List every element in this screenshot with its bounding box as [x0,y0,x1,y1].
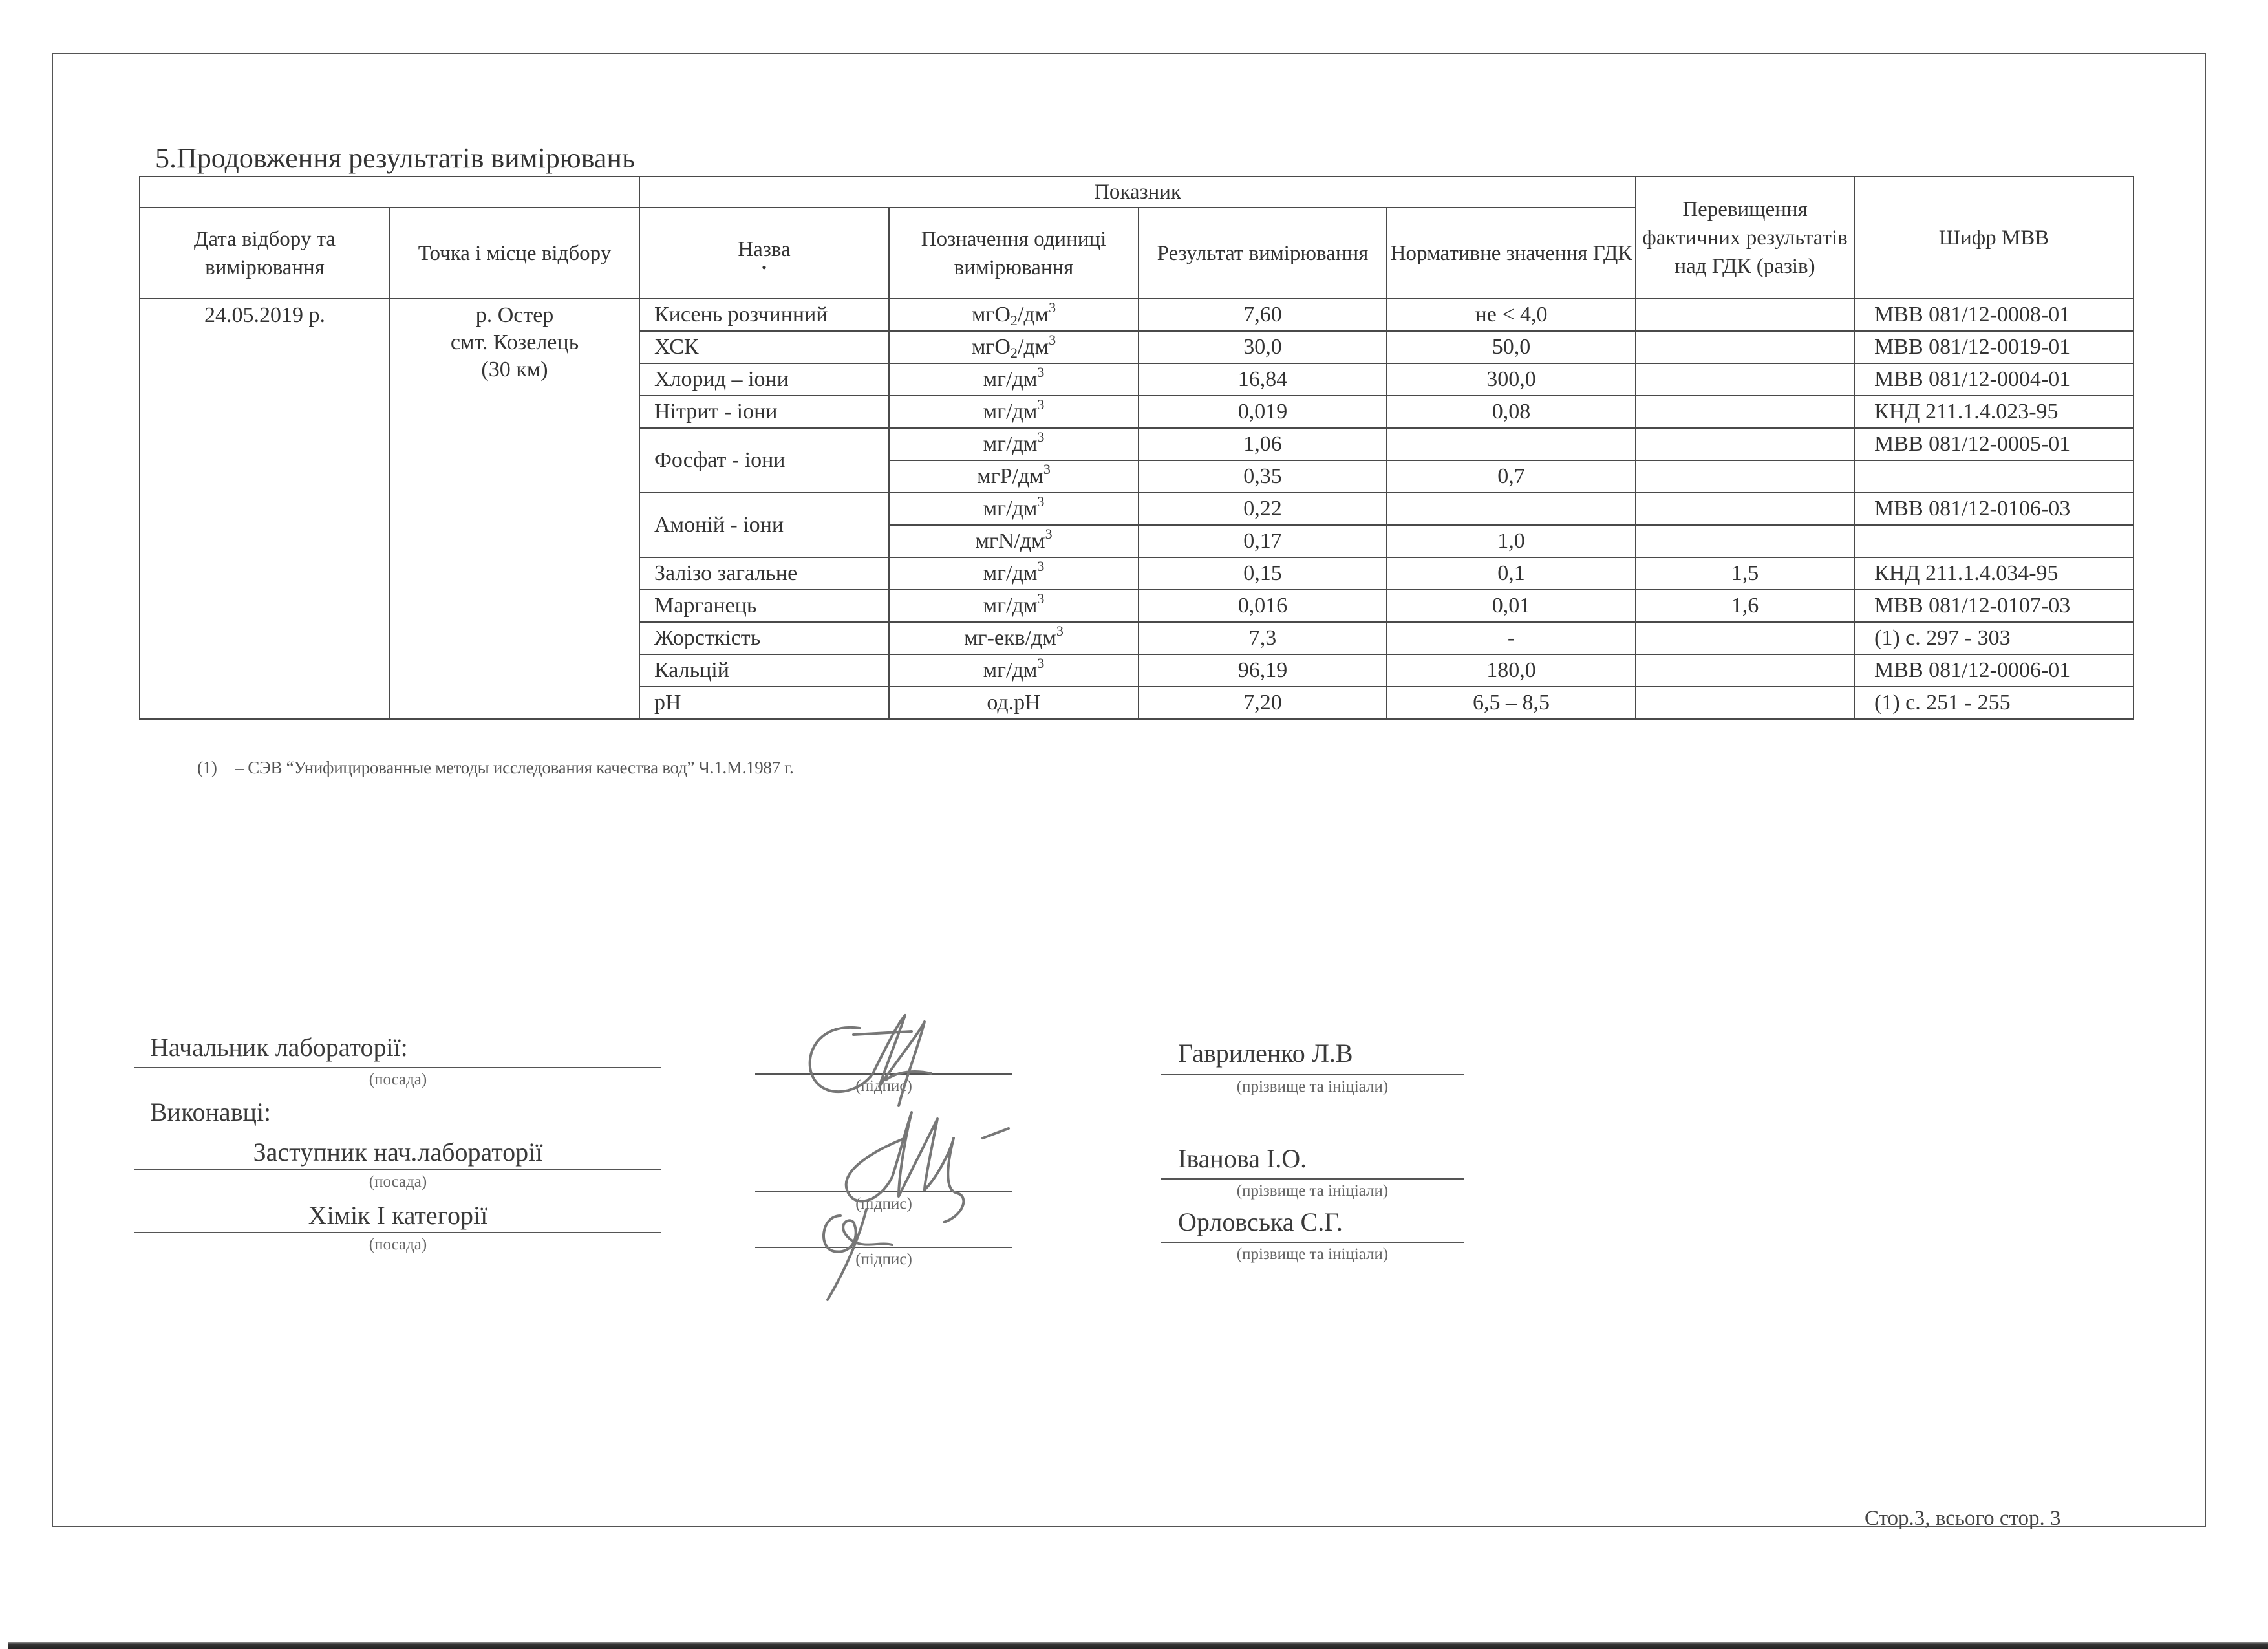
norm: 6,5 – 8,5 [1387,687,1636,719]
method-code: МВВ 081/12-0005-01 [1854,428,2134,460]
table-row [140,299,2134,331]
scanner-edge [8,1642,2268,1649]
excess [1636,396,1854,428]
place-distance: (30 км) [481,358,548,382]
executor-position: Заступник нач.лабораторії [253,1137,543,1167]
norm [1387,428,1636,460]
header-name-label: Назва [738,237,791,261]
excess: 1,5 [1636,557,1854,590]
method-code [1854,525,2134,557]
unit: $мг/дм^3$ [889,590,1139,622]
signature-executor2-icon [815,1203,931,1306]
unit: $мг/дм^3$ [889,428,1139,460]
result: 96,19 [1139,654,1387,687]
unit: мгN/$дм^3$ [889,525,1139,557]
excess [1636,525,1854,557]
header-place: Точка і місце відбору [390,208,639,299]
name-line [1161,1074,1464,1075]
position-line [134,1232,661,1233]
result: 30,0 [1139,331,1387,363]
indicator-name: ХСК [639,331,889,363]
indicator-name: Амоній - іони [639,493,889,557]
method-code: МВВ 081/12-0008-01 [1854,299,2134,331]
method-code: МВВ 081/12-0106-03 [1854,493,2134,525]
name-line [1161,1242,1464,1243]
excess [1636,331,1854,363]
place-river: р. Остер [475,303,554,327]
indicator-name: pH [639,687,889,719]
unit: $мгО_2/дм^3$ [889,299,1139,331]
executors-label: Виконавці: [150,1097,272,1126]
executor-position: Хімік І категорії [308,1201,488,1230]
excess: 1,6 [1636,590,1854,622]
norm: 180,0 [1387,654,1636,687]
header-excess: Перевищення фактичних результатів над ГДК (разів) [1636,177,1854,299]
signature-caption: (підпис) [855,1195,912,1212]
method-code: (1) с. 297 - 303 [1854,622,2134,654]
indicator-name: Жорсткість [639,622,889,654]
method-code [1854,460,2134,493]
footnote-mark: (1) [197,758,217,777]
method-code: МВВ 081/12-0004-01 [1854,363,2134,396]
indicator-name: Залізо загальне [639,557,889,590]
method-code: (1) с. 251 - 255 [1854,687,2134,719]
header-result: Результат вимірювання [1139,208,1387,299]
results-table [139,176,2134,720]
norm: не < 4,0 [1387,299,1636,331]
unit: од.pH [889,687,1139,719]
ink-dot: • [762,259,767,275]
result: 1,06 [1139,428,1387,460]
unit: $мг/дм^3$ [889,363,1139,396]
header-unit: Позначення одиниці вимірювання [889,208,1139,299]
result: 7,3 [1139,622,1387,654]
section-title: 5.Продовження результатів вимірювань [155,142,636,174]
norm: 0,08 [1387,396,1636,428]
position-caption: (посада) [369,1071,427,1088]
result: 7,20 [1139,687,1387,719]
result: 0,35 [1139,460,1387,493]
excess [1636,299,1854,331]
position-caption: (посада) [369,1173,427,1191]
position-line [134,1169,661,1170]
indicator-name: Кальцій [639,654,889,687]
norm: 0,1 [1387,557,1636,590]
method-code: МВВ 081/12-0107-03 [1854,590,2134,622]
result: 0,17 [1139,525,1387,557]
signature-caption: (підпис) [855,1251,912,1268]
excess [1636,428,1854,460]
name-line [1161,1178,1464,1180]
name-caption: (прізвище та ініціали) [1236,1078,1389,1095]
method-code: МВВ 081/12-0006-01 [1854,654,2134,687]
norm: 0,01 [1387,590,1636,622]
person-name: Гавриленко Л.В [1178,1039,1353,1068]
header-indicator-group: Показник [639,177,1636,208]
unit: мгР/$дм^3$ [889,460,1139,493]
header-date: Дата відбору та вимірювання [140,208,390,299]
unit: $мг/дм^3$ [889,396,1139,428]
header-name [639,208,889,299]
unit: $мг-екв/дм^3$ [889,622,1139,654]
signature-caption: (підпис) [855,1077,912,1095]
position-line [134,1067,661,1068]
norm: 1,0 [1387,525,1636,557]
method-code: КНД 211.1.4.023-95 [1854,396,2134,428]
norm: 300,0 [1387,363,1636,396]
norm: 50,0 [1387,331,1636,363]
excess [1636,654,1854,687]
header-norm: Нормативне значення ГДК [1387,208,1636,299]
result: 16,84 [1139,363,1387,396]
result: 0,22 [1139,493,1387,525]
person-name: Іванова І.О. [1178,1144,1307,1173]
position-caption: (посада) [369,1236,427,1253]
indicator-name: Кисень розчинний [639,299,889,331]
unit: $мгО_2/дм^3$ [889,331,1139,363]
name-caption: (прізвище та ініціали) [1236,1182,1389,1200]
header-empty [140,177,639,208]
header-method: Шифр МВВ [1854,177,2134,299]
name-caption: (прізвище та ініціали) [1236,1245,1389,1263]
footnote [197,758,793,778]
excess [1636,460,1854,493]
norm: - [1387,622,1636,654]
excess [1636,687,1854,719]
footnote-text: – СЭВ “Унифицированные методы исследования качества вод” Ч.1.М.1987 г. [235,758,794,777]
indicator-name: Фосфат - іони [639,428,889,493]
result: 0,15 [1139,557,1387,590]
method-code: МВВ 081/12-0019-01 [1854,331,2134,363]
place-town: смт. Козелець [450,330,579,354]
sample-date: 24.05.2019 р. [140,299,390,719]
result: 0,016 [1139,590,1387,622]
norm [1387,493,1636,525]
indicator-name: Нітрит - іони [639,396,889,428]
result: 0,019 [1139,396,1387,428]
excess [1636,363,1854,396]
person-name: Орловська С.Г. [1178,1207,1343,1236]
head-of-lab-label: Начальник лабораторії: [150,1033,408,1062]
unit: $мг/дм^3$ [889,493,1139,525]
page-number: Стор.3, всього стор. 3 [1865,1507,2061,1530]
unit: $мг/дм^3$ [889,654,1139,687]
indicator-name: Марганець [639,590,889,622]
method-code: КНД 211.1.4.034-95 [1854,557,2134,590]
excess [1636,493,1854,525]
indicator-name: Хлорид – іони [639,363,889,396]
result: 7,60 [1139,299,1387,331]
norm: 0,7 [1387,460,1636,493]
excess [1636,622,1854,654]
sample-place [390,299,639,719]
unit: $мг/дм^3$ [889,557,1139,590]
